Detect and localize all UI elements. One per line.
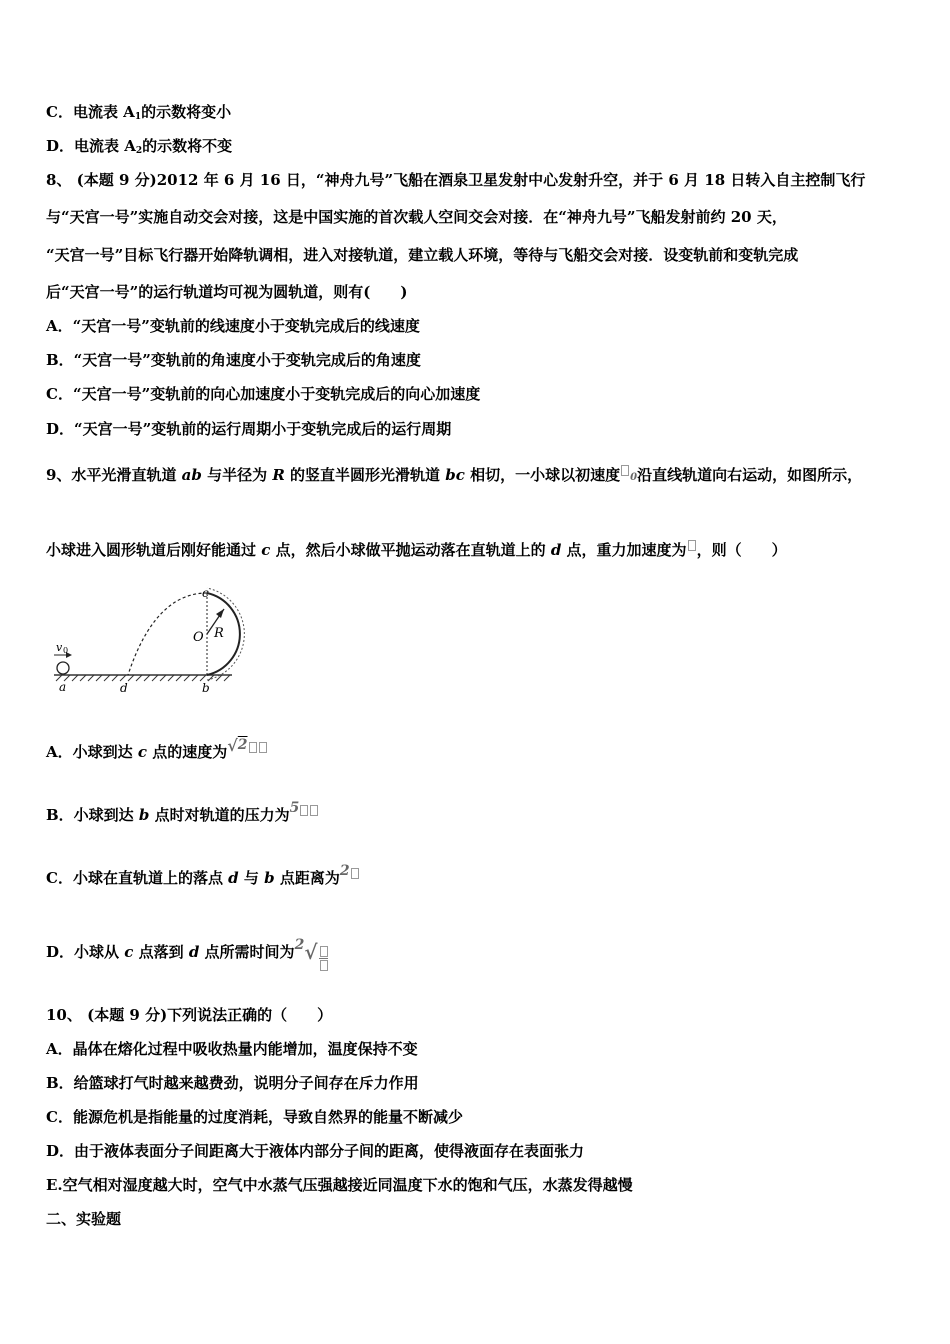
q9-option-d: D．小球从 c 点落到 d 点所需时间为2√ xyxy=(46,935,328,971)
q10-option-e: E.空气相对湿度越大时，空气中水蒸气压强越接近同温度下水的饱和气压，水蒸发得越慢 xyxy=(46,1176,633,1194)
label-v-sub: 0 xyxy=(63,646,69,655)
q9-stem-line-2: 小球进入圆形轨道后刚好能通过 c 点，然后小球做平抛运动落在直轨道上的 d 点，重力加速度为 ，则（ ） xyxy=(46,541,787,559)
q10-option-b: B．给篮球打气时越来越费劲，说明分子间存在斥力作用 xyxy=(46,1074,419,1092)
q9-option-a: A．小球到达 c 点的速度为√2 xyxy=(46,735,268,762)
q10-option-c: C．能源危机是指能量的过度消耗，导致自然界的能量不断减少 xyxy=(46,1108,463,1126)
formula-placeholder-icon xyxy=(249,742,257,753)
q10-option-d: D．由于液体表面分子间距离大于液体内部分子间的距离，使得液面存在表面张力 xyxy=(46,1142,585,1160)
q8-stem-line-4: 后“天宫一号”的运行轨道均可视为圆轨道，则有( ) xyxy=(46,283,408,301)
q9-stem-line-1: 9、水平光滑直轨道 ab 与半径为 R 的竖直半圆形光滑轨道 bc 相切，一小球以初速度 0沿直线轨道向右运动，如图所示， xyxy=(46,466,863,484)
q10-stem: 10、 (本题 9 分)下列说法正确的（ ） xyxy=(46,1006,333,1024)
q8-stem-line-2: 与“天宫一号”实施自动交会对接，这是中国实施的首次载人空间交会对接．在“神舟九号”飞船发射前约 20 天， xyxy=(46,208,787,226)
q10-option-a: A．晶体在熔化过程中吸收热量内能增加，温度保持不变 xyxy=(46,1040,418,1058)
formula-placeholder-icon xyxy=(351,868,359,879)
formula-placeholder-icon xyxy=(300,805,308,816)
q9-option-b: B．小球到达 b 点时对轨道的压力为5 xyxy=(46,798,319,825)
formula-placeholder-icon xyxy=(259,742,267,753)
q9-option-c: C．小球在直轨道上的落点 d 与 b 点距离为2 xyxy=(46,861,360,888)
formula-placeholder-icon xyxy=(621,465,629,476)
q8-option-c: C．“天宫一号”变轨前的向心加速度小于变轨完成后的向心加速度 xyxy=(46,385,481,403)
ball-icon xyxy=(57,662,69,674)
q7-option-c: C．电流表 $A_1$的示数将变小 xyxy=(46,103,232,122)
label-r: R xyxy=(214,626,224,641)
formula-placeholder-icon xyxy=(688,540,696,551)
label-o: O xyxy=(193,630,204,645)
section-heading: 二、实验题 xyxy=(46,1210,122,1228)
label-v: v xyxy=(56,641,63,654)
label-c: c xyxy=(202,586,209,600)
q8-option-a: A．“天宫一号”变轨前的线速度小于变轨完成后的线速度 xyxy=(46,317,420,335)
q8-option-b: B．“天宫一号”变轨前的角速度小于变轨完成后的角速度 xyxy=(46,351,421,369)
q9-track-diagram xyxy=(50,585,260,697)
label-a: a xyxy=(59,680,67,694)
q7-option-d: D．电流表 $A_2$的示数将不变 xyxy=(46,137,233,156)
formula-placeholder-icon xyxy=(310,805,318,816)
q8-option-d: D．“天宫一号”变轨前的运行周期小于变轨完成后的运行周期 xyxy=(46,420,452,438)
q8-stem-line-1: 8、 (本题 9 分)2012 年 6 月 16 日，“神舟九号”飞船在酒泉卫星发射中心发射升空，并于 6 月 18 日转入自主控制飞行 xyxy=(46,171,866,189)
q8-stem-line-3: “天宫一号”目标飞行器开始降轨调相，进入对接轨道，建立载人环境，等待与飞船交会对接．设变轨前和变轨完成 xyxy=(46,246,799,264)
label-d: d xyxy=(120,681,128,695)
fraction-placeholder xyxy=(319,946,328,971)
label-b: b xyxy=(202,681,210,695)
